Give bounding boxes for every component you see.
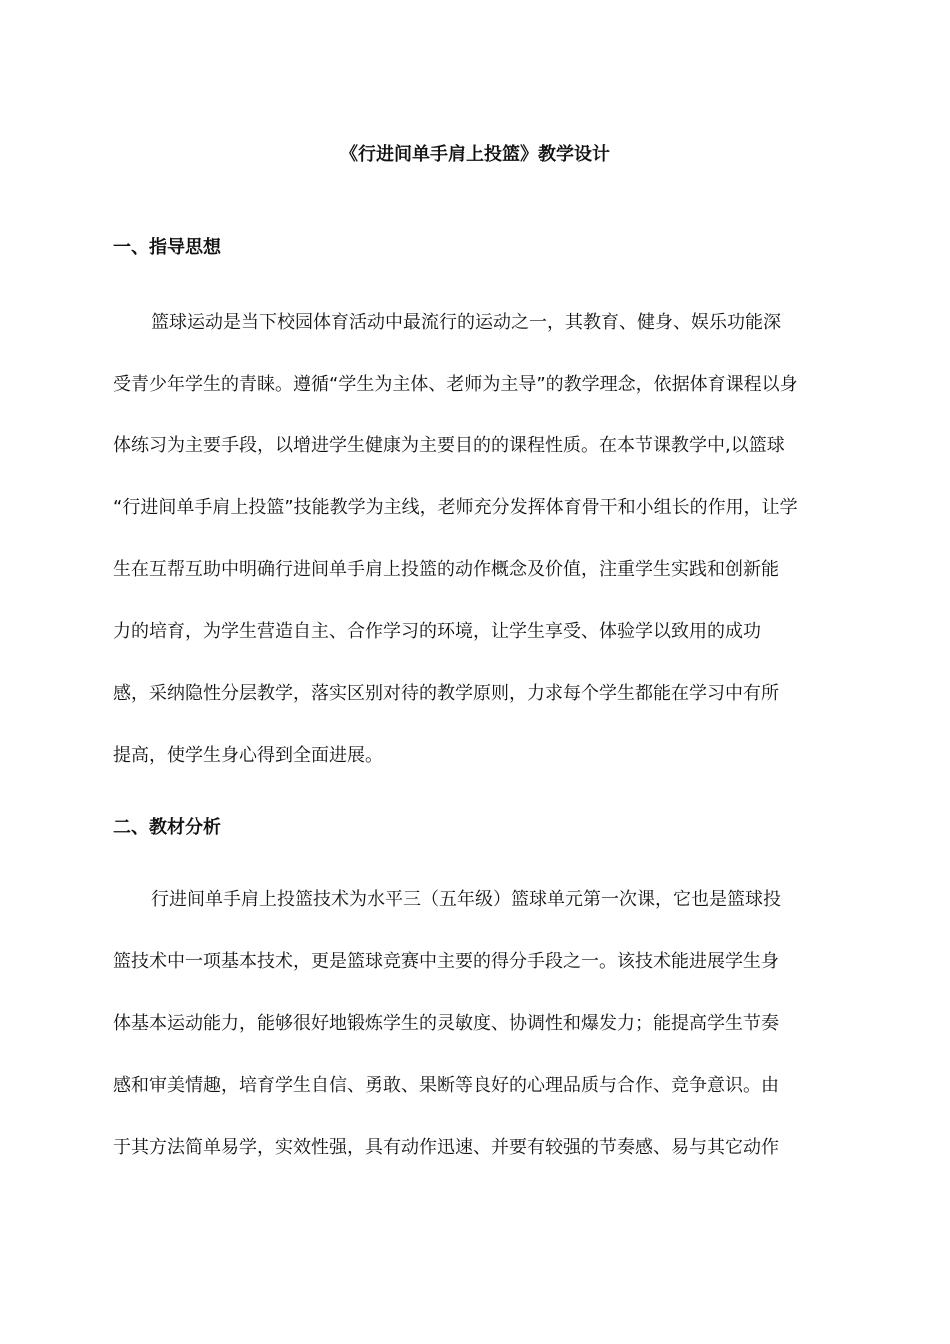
paragraph-line: 体基本运动能力，能够很好地锻炼学生的灵敏度、协调性和爆发力；能提高学生节奏 — [113, 1013, 779, 1034]
paragraph-line: 于其方法简单易学，实效性强，具有动作迅速、并要有较强的节奏感、易与其它动作 — [113, 1137, 779, 1158]
section-heading-material-analysis: 二、教材分析 — [113, 817, 221, 838]
paragraph-line: 体练习为主要手段，以增进学生健康为主要目的的课程性质。在本节课教学中,以篮球 — [113, 435, 785, 456]
paragraph-line: 篮技术中一项基本技术，更是篮球竞赛中主要的得分手段之一。该技术能进展学生身 — [113, 951, 779, 972]
paragraph-line: 感，采纳隐性分层教学，落实区别对待的教学原则，力求每个学生都能在学习中有所 — [113, 683, 779, 704]
paragraph-line: 力的培育，为学生营造自主、合作学习的环境，让学生享受、体验学以致用的成功 — [113, 621, 761, 642]
paragraph-line: 行进间单手肩上投篮技术为水平三（五年级）篮球单元第一次课，它也是篮球投 — [151, 889, 781, 910]
paragraph-line: 生在互帮互助中明确行进间单手肩上投篮的动作概念及价值，注重学生实践和创新能 — [113, 559, 779, 580]
document-title: 《行进间单手肩上投篮》教学设计 — [340, 144, 610, 165]
paragraph-line: 提高，使学生身心得到全面进展。 — [113, 745, 383, 766]
section-heading-guiding-ideology: 一、指导思想 — [113, 237, 221, 258]
paragraph-line: 受青少年学生的青睐。遵循“学生为主体、老师为主导”的教学理念，依据体育课程以身 — [113, 374, 798, 395]
paragraph-line: “行进间单手肩上投篮”技能教学为主线，老师充分发挥体育骨干和小组长的作用，让学 — [113, 497, 798, 518]
paragraph-line: 篮球运动是当下校园体育活动中最流行的运动之一，其教育、健身、娱乐功能深 — [151, 312, 781, 333]
paragraph-line: 感和审美情趣，培育学生自信、勇敢、果断等良好的心理品质与合作、竞争意识。由 — [113, 1075, 779, 1096]
